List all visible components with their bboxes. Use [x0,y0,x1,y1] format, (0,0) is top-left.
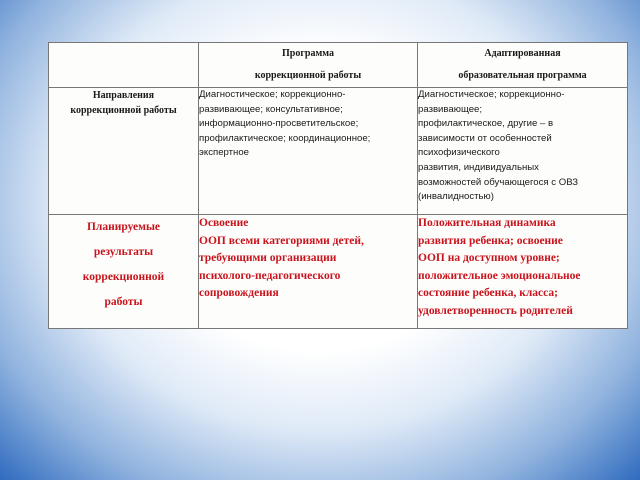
text-line: развития, индивидуальных [418,161,539,173]
text-line: состояние ребенка, класса; [418,287,558,299]
label-line: Планируемые [86,221,161,233]
header-line: Программа [282,48,334,59]
header-empty-cell [49,43,199,88]
text-line: развивающее; консультативное; [199,103,343,115]
results-adapted-cell [418,215,628,329]
text-line: сопровождения [199,287,279,299]
header-line: Адаптированная [484,48,561,59]
text-line: ООП на доступном уровне; [418,252,560,264]
header-line: коррекционной работы [254,70,362,81]
text-line: развития ребенка; освоение [418,234,563,247]
text-line: развивающее; [418,103,483,115]
text-line: Положительная динамика [418,217,556,229]
text-line: профилактическое, другие – в [418,118,554,130]
results-row [49,215,628,329]
text-line: положительное эмоциональное [418,269,581,282]
text-line: психофизического [418,147,500,159]
text-line: возможностей обучающегося с ОВЗ [418,176,579,188]
text-line: психолого-педагогического [199,269,341,282]
text-line: информационно-просветительское; [199,118,359,130]
results-label [49,215,199,329]
label-line: коррекционной [82,271,165,283]
label-line: работы [104,296,143,308]
text-line: удовлетворенность родителей [418,304,573,317]
header-line: образовательная программа [458,70,587,81]
text-line: экспертное [199,147,250,159]
directions-adapted-cell [418,88,628,215]
label-line: Направления [92,90,155,101]
directions-label [49,88,199,215]
directions-correction-cell [199,88,418,215]
header-correction-program [199,43,418,88]
comparison-table [48,42,628,329]
text-line: требующими организации [199,252,337,264]
directions-row [49,88,628,215]
header-row [49,43,628,88]
text-line: ООП всеми категориями детей, [199,234,364,247]
text-line: Освоение [199,217,249,229]
header-adapted-program [418,43,628,88]
results-correction-cell [199,215,418,329]
text-line: Диагностическое; коррекционно- [199,89,346,100]
text-line: профилактическое; координационное; [199,132,371,144]
text-line: (инвалидностью) [418,191,494,203]
text-line: Диагностическое; коррекционно- [418,89,565,100]
label-line: коррекционной работы [70,105,177,116]
text-line: зависимости от особенностей [418,132,552,144]
label-line: результаты [93,246,154,258]
